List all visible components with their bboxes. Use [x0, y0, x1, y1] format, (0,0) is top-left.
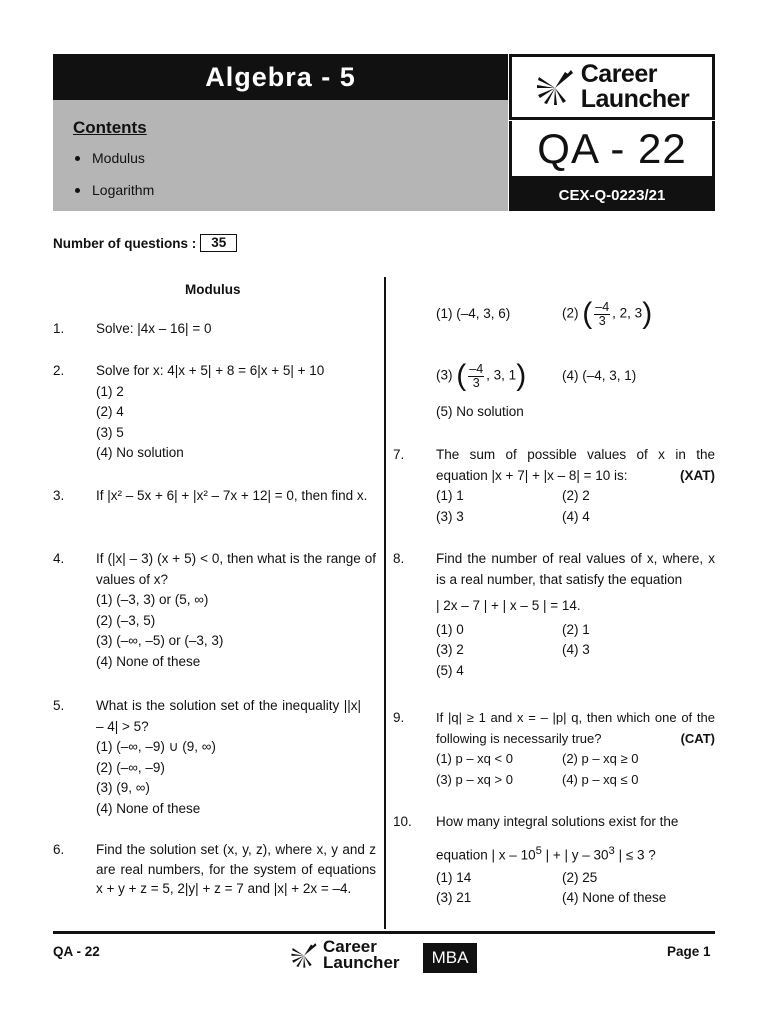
section-title: Modulus	[185, 282, 241, 297]
bullet-icon	[75, 156, 80, 161]
question-6-options	[436, 296, 716, 423]
option: (4) None of these	[562, 890, 667, 905]
option: (3) (9, ∞)	[96, 780, 150, 795]
option: (3) 21	[436, 890, 472, 905]
option: (1) (–∞, –9) ∪ (9, ∞)	[96, 739, 216, 754]
option: (3) p – xq > 0	[436, 771, 513, 787]
number-of-questions: Number of questions : 35	[53, 234, 237, 252]
option: (2) 1	[562, 621, 590, 637]
option: (1) (–3, 3) or (5, ∞)	[96, 592, 209, 607]
option: (2) 2	[562, 488, 590, 503]
option: (1) 2	[96, 383, 124, 399]
option: (2) 4	[96, 404, 124, 419]
option: (3) ( $\frac{-4}{3}$ , 3, 1)	[436, 359, 527, 392]
column-divider	[384, 277, 386, 929]
qa-code: QA - 22	[509, 121, 715, 179]
exam-tag: (XAT)	[680, 467, 715, 483]
option: (2) (–3, 5)	[96, 612, 156, 628]
contents-heading: Contents	[73, 118, 147, 137]
document-code: CEX-Q-0223/21	[509, 179, 715, 211]
question-count: 35	[200, 234, 237, 252]
option: (1) p – xq < 0	[436, 751, 513, 766]
option: (4) 3	[562, 642, 590, 657]
option: (2) ( $\frac{-4}{3}$ , 2, 3)	[562, 297, 653, 330]
option: (4) 4	[562, 508, 590, 524]
contents-list	[75, 150, 154, 214]
option: (1) (–4, 3, 6)	[436, 305, 511, 321]
option: (5) 4	[436, 662, 464, 678]
contents-panel	[53, 100, 508, 211]
option: (1) 14	[436, 869, 472, 885]
page-title: Algebra - 5	[53, 54, 508, 100]
option: (4) None of these	[96, 653, 201, 669]
option: (3) (–∞, –5) or (–3, 3)	[96, 633, 224, 648]
contents-item: Logarithm	[75, 182, 154, 214]
option: (3) 3	[436, 508, 464, 524]
option: (1) 0	[436, 621, 464, 637]
footer-logo: Career Launcher	[290, 939, 400, 971]
equation: | 2x – 7 | + | x – 5 | = 14.	[436, 598, 581, 613]
option: (4) No solution	[96, 445, 184, 460]
option: (4) None of these	[96, 800, 201, 816]
option: (3) 2	[436, 642, 464, 657]
option: (2) p – xq ≥ 0	[562, 751, 639, 766]
option: (2) (–∞, –9)	[96, 759, 165, 775]
career-launcher-logo: Career Launcher	[509, 54, 715, 120]
equation: equation | x – $10^5$ | + | y – $30^3$ | ≤ 3 ?	[436, 844, 656, 862]
page-number: Page 1	[667, 944, 711, 959]
footer-code: QA - 22	[53, 944, 100, 959]
option: (4) (–4, 3, 1)	[562, 367, 637, 383]
exam-tag: (CAT)	[680, 730, 715, 746]
launcher-swirl-icon	[290, 941, 318, 969]
option: (2) 25	[562, 869, 598, 885]
option: (3) 5	[96, 424, 124, 440]
option: (1) 1	[436, 488, 464, 503]
contents-item: Modulus	[75, 150, 154, 182]
bullet-icon	[75, 188, 80, 193]
option: (5) No solution	[436, 404, 524, 419]
mba-badge: MBA	[423, 943, 477, 973]
option: (4) p – xq ≤ 0	[562, 771, 639, 787]
launcher-swirl-icon	[535, 68, 575, 106]
footer-rule	[53, 931, 715, 934]
